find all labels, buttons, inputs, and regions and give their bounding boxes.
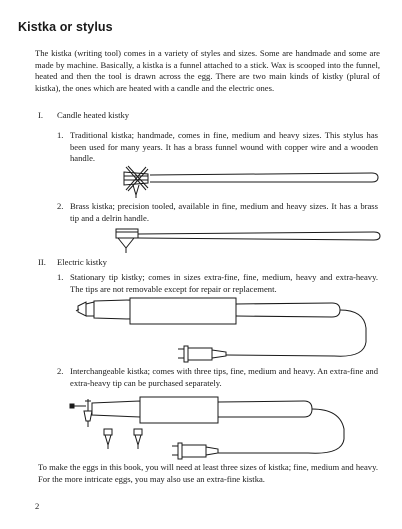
section-1-item-1-number: 1. xyxy=(57,130,64,140)
section-2-item-1-number: 1. xyxy=(57,272,64,282)
section-1-heading: Candle heated kistky xyxy=(57,110,130,120)
section-2-number: II. xyxy=(38,257,46,267)
section-2-item-2-number: 2. xyxy=(57,366,64,376)
section-1-item-1-text: Traditional kistka; handmade, comes in fine, medium and heavy sizes. This stylus has been used for many years. It has a brass funnel wound with copper wire and a wooden handle. xyxy=(70,130,378,164)
traditional-kistka-illustration xyxy=(110,164,380,199)
section-2-item-1-text: Stationary tip kistky; comes in sizes extra-fine, fine, medium, heavy and extra-heavy. The tips are not removable except for repair or replacement. xyxy=(70,272,378,294)
page-title: Kistka or stylus xyxy=(18,20,113,34)
closing-paragraph: To make the eggs in this book, you will need at least three sizes of kistka; fine, medium and heavy. For the more intricate eggs, you may also use an extra-fine kistka. xyxy=(38,462,378,484)
page-number: 2 xyxy=(35,501,40,511)
section-1-item-2-text: Brass kistka; precision tooled, available in fine, medium and heavy sizes. It has a brass tip and a delrin handle. xyxy=(70,201,378,223)
section-1-item-2-number: 2. xyxy=(57,201,64,211)
stationary-tip-kistka-illustration xyxy=(74,298,384,366)
interchangeable-kistka-illustration xyxy=(68,393,384,463)
intro-paragraph: The kistka (writing tool) comes in a variety of styles and sizes. Some are handmade and some are made by machine. Basically, a kistka is a funnel attached to a stick. Wax is scooped into the funnel, heated and then the tool is drawn across the egg. There are two main kinds of kistky (plural of kistka), the ones which are heated with a candle and the electric ones. xyxy=(35,48,380,93)
section-2-item-2-text: Interchangeable kistka; comes with three tips, fine, medium and heavy. An extra-fine and extra-heavy tip can be purchased separately. xyxy=(70,366,378,388)
brass-kistka-illustration xyxy=(112,226,382,256)
section-1-number: I. xyxy=(38,110,44,120)
section-2-heading: Electric kistky xyxy=(57,257,107,267)
